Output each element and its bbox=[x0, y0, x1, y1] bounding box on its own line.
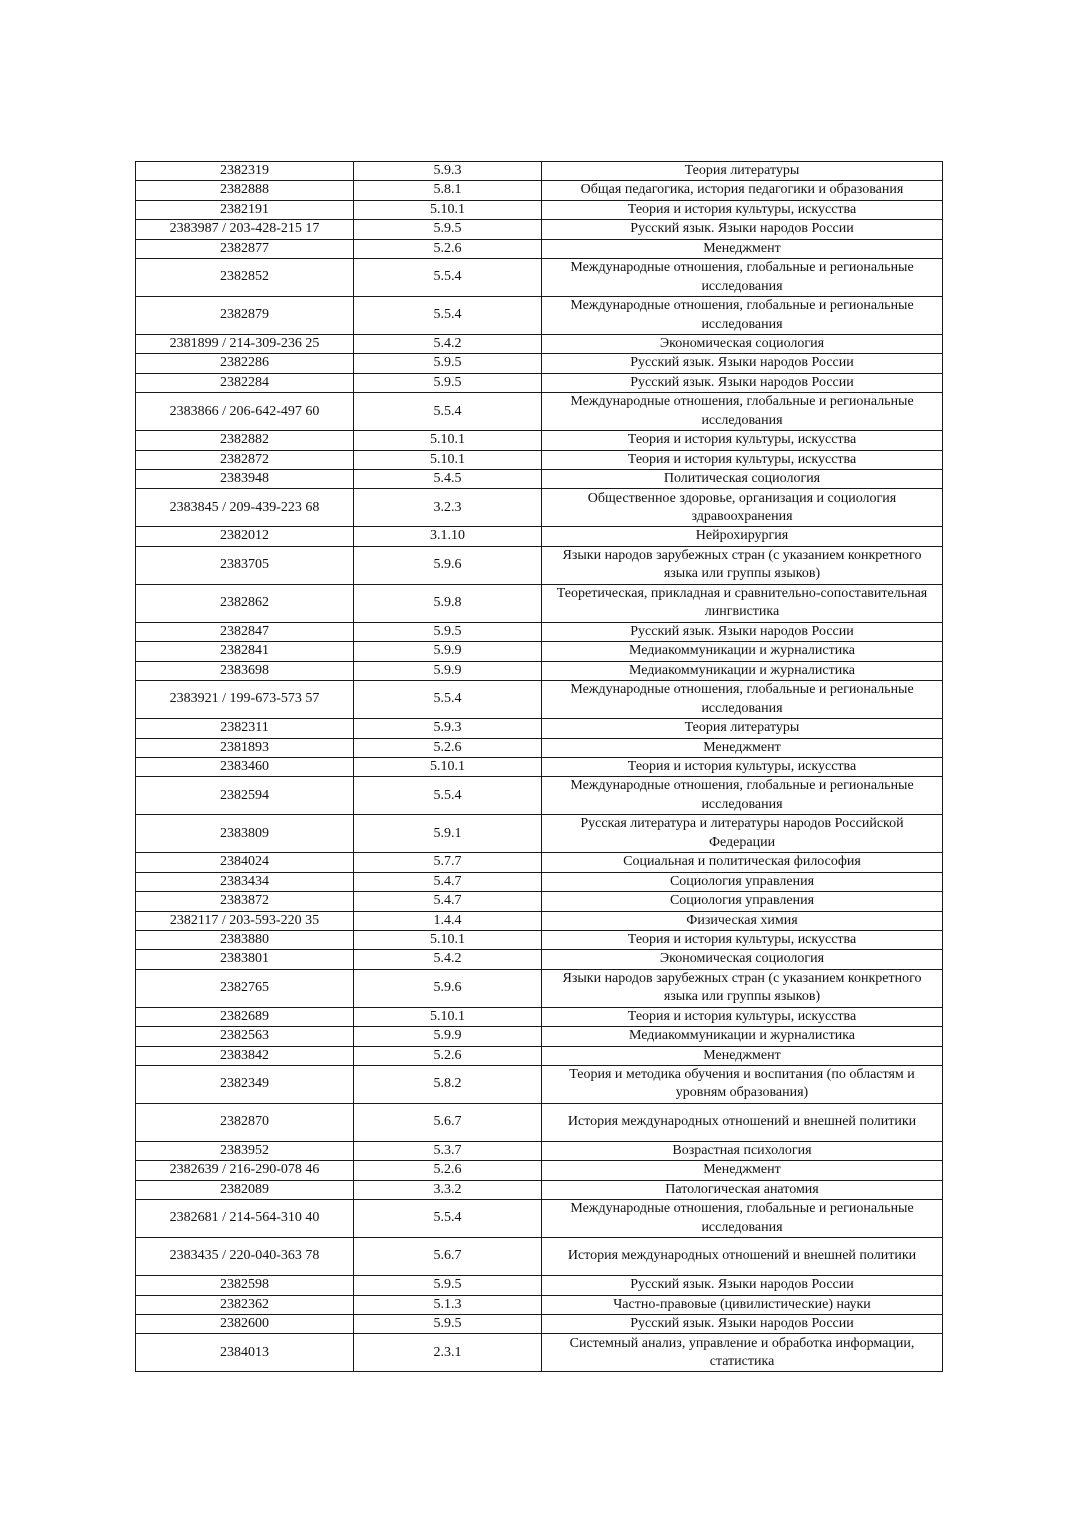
cell-code: 5.10.1 bbox=[354, 200, 542, 219]
table-row bbox=[136, 1161, 943, 1180]
cell-id: 2382681 / 214-564-310 40 bbox=[136, 1200, 354, 1238]
cell-code: 5.10.1 bbox=[354, 450, 542, 469]
table-row bbox=[136, 335, 943, 354]
table-row bbox=[136, 546, 943, 584]
table-row bbox=[136, 527, 943, 546]
cell-id: 2382862 bbox=[136, 584, 354, 622]
cell-specialty: Международные отношения, глобальные и региональные исследования bbox=[542, 681, 943, 719]
table-row bbox=[136, 815, 943, 853]
cell-specialty: История международных отношений и внешней политики bbox=[542, 1238, 943, 1276]
table-row bbox=[136, 757, 943, 776]
cell-id: 2382888 bbox=[136, 181, 354, 200]
cell-code: 5.10.1 bbox=[354, 930, 542, 949]
cell-code: 5.9.5 bbox=[354, 373, 542, 392]
table-row bbox=[136, 450, 943, 469]
cell-specialty: Частно-правовые (цивилистические) науки bbox=[542, 1295, 943, 1314]
cell-specialty: Медиакоммуникации и журналистика bbox=[542, 661, 943, 680]
cell-specialty: Общая педагогика, история педагогики и образования bbox=[542, 181, 943, 200]
table-row bbox=[136, 470, 943, 489]
cell-specialty: Возрастная психология bbox=[542, 1141, 943, 1160]
cell-code: 2.3.1 bbox=[354, 1334, 542, 1372]
cell-id: 2383842 bbox=[136, 1046, 354, 1065]
cell-specialty: Общественное здоровье, организация и социология здравоохранения bbox=[542, 489, 943, 527]
cell-specialty: Социология управления bbox=[542, 892, 943, 911]
cell-id: 2382286 bbox=[136, 354, 354, 373]
cell-code: 5.1.3 bbox=[354, 1295, 542, 1314]
cell-code: 5.9.5 bbox=[354, 1276, 542, 1295]
cell-code: 5.5.4 bbox=[354, 1200, 542, 1238]
cell-code: 5.9.9 bbox=[354, 642, 542, 661]
cell-code: 5.6.7 bbox=[354, 1103, 542, 1141]
cell-id: 2382847 bbox=[136, 622, 354, 641]
table-row bbox=[136, 431, 943, 450]
cell-code: 1.4.4 bbox=[354, 911, 542, 930]
cell-id: 2382852 bbox=[136, 259, 354, 297]
cell-specialty: Теория и история культуры, искусства bbox=[542, 200, 943, 219]
table-row bbox=[136, 297, 943, 335]
cell-specialty: Теория и история культуры, искусства bbox=[542, 1007, 943, 1026]
cell-id: 2383987 / 203-428-215 17 bbox=[136, 220, 354, 239]
table-row bbox=[136, 239, 943, 258]
table-row bbox=[136, 373, 943, 392]
cell-specialty: Физическая химия bbox=[542, 911, 943, 930]
cell-specialty: Теория и методика обучения и воспитания (по областям и уровням образования) bbox=[542, 1065, 943, 1103]
cell-specialty: Менеджмент bbox=[542, 239, 943, 258]
cell-specialty: Теория литературы bbox=[542, 162, 943, 181]
applicants-table bbox=[135, 161, 943, 1372]
cell-code: 3.1.10 bbox=[354, 527, 542, 546]
cell-code: 5.4.7 bbox=[354, 872, 542, 891]
table-row bbox=[136, 584, 943, 622]
cell-code: 3.2.3 bbox=[354, 489, 542, 527]
cell-id: 2383921 / 199-673-573 57 bbox=[136, 681, 354, 719]
table-row bbox=[136, 1046, 943, 1065]
cell-id: 2382349 bbox=[136, 1065, 354, 1103]
cell-id: 2381893 bbox=[136, 738, 354, 757]
cell-code: 5.9.5 bbox=[354, 1315, 542, 1334]
cell-code: 5.6.7 bbox=[354, 1238, 542, 1276]
cell-id: 2382362 bbox=[136, 1295, 354, 1314]
cell-code: 5.9.9 bbox=[354, 1027, 542, 1046]
cell-code: 5.2.6 bbox=[354, 738, 542, 757]
cell-code: 5.9.6 bbox=[354, 969, 542, 1007]
table-row bbox=[136, 1027, 943, 1046]
cell-specialty: Социальная и политическая философия bbox=[542, 853, 943, 872]
table-row bbox=[136, 622, 943, 641]
table-row bbox=[136, 1065, 943, 1103]
cell-id: 2382689 bbox=[136, 1007, 354, 1026]
cell-specialty: Менеджмент bbox=[542, 738, 943, 757]
cell-specialty: Социология управления bbox=[542, 872, 943, 891]
cell-id: 2382311 bbox=[136, 719, 354, 738]
table-row bbox=[136, 1315, 943, 1334]
table-row bbox=[136, 777, 943, 815]
cell-specialty: Менеджмент bbox=[542, 1046, 943, 1065]
cell-id: 2382191 bbox=[136, 200, 354, 219]
cell-specialty: Международные отношения, глобальные и региональные исследования bbox=[542, 259, 943, 297]
table-row bbox=[136, 642, 943, 661]
table-row bbox=[136, 1180, 943, 1199]
cell-specialty: Русская литература и литературы народов Российской Федерации bbox=[542, 815, 943, 853]
cell-specialty: Системный анализ, управление и обработка информации, статистика bbox=[542, 1334, 943, 1372]
cell-code: 5.9.5 bbox=[354, 354, 542, 373]
cell-id: 2383866 / 206-642-497 60 bbox=[136, 393, 354, 431]
table-row bbox=[136, 259, 943, 297]
cell-id: 2382117 / 203-593-220 35 bbox=[136, 911, 354, 930]
cell-id: 2382882 bbox=[136, 431, 354, 450]
cell-code: 5.2.6 bbox=[354, 1046, 542, 1065]
cell-id: 2383801 bbox=[136, 950, 354, 969]
cell-id: 2381899 / 214-309-236 25 bbox=[136, 335, 354, 354]
cell-id: 2382563 bbox=[136, 1027, 354, 1046]
cell-id: 2382841 bbox=[136, 642, 354, 661]
table-row bbox=[136, 1007, 943, 1026]
cell-specialty: Языки народов зарубежных стран (с указанием конкретного языка или группы языков) bbox=[542, 546, 943, 584]
table-row bbox=[136, 911, 943, 930]
table-row bbox=[136, 1334, 943, 1372]
cell-id: 2383872 bbox=[136, 892, 354, 911]
cell-specialty: Международные отношения, глобальные и региональные исследования bbox=[542, 393, 943, 431]
cell-specialty: Русский язык. Языки народов России bbox=[542, 354, 943, 373]
cell-specialty: Русский язык. Языки народов России bbox=[542, 220, 943, 239]
cell-specialty: Международные отношения, глобальные и региональные исследования bbox=[542, 777, 943, 815]
cell-id: 2382594 bbox=[136, 777, 354, 815]
cell-code: 5.5.4 bbox=[354, 393, 542, 431]
table-row bbox=[136, 1238, 943, 1276]
cell-specialty: Теория и история культуры, искусства bbox=[542, 930, 943, 949]
cell-specialty: Теория и история культуры, искусства bbox=[542, 431, 943, 450]
cell-id: 2383460 bbox=[136, 757, 354, 776]
cell-id: 2383434 bbox=[136, 872, 354, 891]
table-row bbox=[136, 681, 943, 719]
cell-id: 2383705 bbox=[136, 546, 354, 584]
cell-specialty: Русский язык. Языки народов России bbox=[542, 1276, 943, 1295]
cell-specialty: Экономическая социология bbox=[542, 335, 943, 354]
cell-id: 2382089 bbox=[136, 1180, 354, 1199]
cell-code: 5.9.3 bbox=[354, 719, 542, 738]
cell-specialty: Международные отношения, глобальные и региональные исследования bbox=[542, 1200, 943, 1238]
cell-id: 2383948 bbox=[136, 470, 354, 489]
table-row bbox=[136, 1200, 943, 1238]
cell-id: 2382877 bbox=[136, 239, 354, 258]
cell-code: 5.4.7 bbox=[354, 892, 542, 911]
table-row bbox=[136, 719, 943, 738]
table-row bbox=[136, 200, 943, 219]
cell-specialty: Медиакоммуникации и журналистика bbox=[542, 1027, 943, 1046]
cell-specialty: Русский язык. Языки народов России bbox=[542, 373, 943, 392]
cell-specialty: Теория литературы bbox=[542, 719, 943, 738]
cell-code: 5.9.3 bbox=[354, 162, 542, 181]
cell-code: 5.9.6 bbox=[354, 546, 542, 584]
cell-specialty: Русский язык. Языки народов России bbox=[542, 1315, 943, 1334]
cell-code: 5.5.4 bbox=[354, 681, 542, 719]
cell-specialty: Теория и история культуры, искусства bbox=[542, 450, 943, 469]
table-row bbox=[136, 1295, 943, 1314]
cell-id: 2383880 bbox=[136, 930, 354, 949]
cell-specialty: Языки народов зарубежных стран (с указанием конкретного языка или группы языков) bbox=[542, 969, 943, 1007]
table-row bbox=[136, 354, 943, 373]
cell-code: 5.2.6 bbox=[354, 1161, 542, 1180]
cell-code: 3.3.2 bbox=[354, 1180, 542, 1199]
cell-specialty: Менеджмент bbox=[542, 1161, 943, 1180]
cell-specialty: История международных отношений и внешней политики bbox=[542, 1103, 943, 1141]
cell-specialty: Нейрохирургия bbox=[542, 527, 943, 546]
cell-id: 2382879 bbox=[136, 297, 354, 335]
table-row bbox=[136, 853, 943, 872]
cell-specialty: Медиакоммуникации и журналистика bbox=[542, 642, 943, 661]
table-row bbox=[136, 1103, 943, 1141]
table-row bbox=[136, 1276, 943, 1295]
cell-specialty: Русский язык. Языки народов России bbox=[542, 622, 943, 641]
cell-code: 5.5.4 bbox=[354, 297, 542, 335]
table-row bbox=[136, 1141, 943, 1160]
cell-code: 5.7.7 bbox=[354, 853, 542, 872]
table-row bbox=[136, 930, 943, 949]
cell-code: 5.10.1 bbox=[354, 431, 542, 450]
table-row bbox=[136, 969, 943, 1007]
cell-id: 2383435 / 220-040-363 78 bbox=[136, 1238, 354, 1276]
table-body bbox=[136, 162, 943, 1372]
cell-specialty: Патологическая анатомия bbox=[542, 1180, 943, 1199]
cell-id: 2383809 bbox=[136, 815, 354, 853]
cell-id: 2382765 bbox=[136, 969, 354, 1007]
cell-code: 5.9.1 bbox=[354, 815, 542, 853]
table-row bbox=[136, 489, 943, 527]
cell-code: 5.4.2 bbox=[354, 950, 542, 969]
cell-id: 2383952 bbox=[136, 1141, 354, 1160]
cell-id: 2382598 bbox=[136, 1276, 354, 1295]
cell-id: 2384024 bbox=[136, 853, 354, 872]
cell-specialty: Экономическая социология bbox=[542, 950, 943, 969]
cell-id: 2382639 / 216-290-078 46 bbox=[136, 1161, 354, 1180]
cell-id: 2383845 / 209-439-223 68 bbox=[136, 489, 354, 527]
table-row bbox=[136, 950, 943, 969]
cell-id: 2382872 bbox=[136, 450, 354, 469]
cell-id: 2383698 bbox=[136, 661, 354, 680]
cell-code: 5.9.9 bbox=[354, 661, 542, 680]
cell-specialty: Теоретическая, прикладная и сравнительно-сопоставительная лингвистика bbox=[542, 584, 943, 622]
cell-code: 5.8.2 bbox=[354, 1065, 542, 1103]
cell-code: 5.8.1 bbox=[354, 181, 542, 200]
cell-id: 2382870 bbox=[136, 1103, 354, 1141]
cell-code: 5.10.1 bbox=[354, 757, 542, 776]
cell-code: 5.10.1 bbox=[354, 1007, 542, 1026]
cell-code: 5.9.5 bbox=[354, 622, 542, 641]
cell-id: 2382319 bbox=[136, 162, 354, 181]
table-row bbox=[136, 738, 943, 757]
cell-specialty: Международные отношения, глобальные и региональные исследования bbox=[542, 297, 943, 335]
cell-id: 2382012 bbox=[136, 527, 354, 546]
table-row bbox=[136, 220, 943, 239]
table-row bbox=[136, 892, 943, 911]
cell-id: 2384013 bbox=[136, 1334, 354, 1372]
table-row bbox=[136, 393, 943, 431]
cell-code: 5.4.2 bbox=[354, 335, 542, 354]
cell-code: 5.5.4 bbox=[354, 777, 542, 815]
cell-code: 5.3.7 bbox=[354, 1141, 542, 1160]
cell-specialty: Политическая социология bbox=[542, 470, 943, 489]
cell-code: 5.9.5 bbox=[354, 220, 542, 239]
cell-id: 2382600 bbox=[136, 1315, 354, 1334]
table-row bbox=[136, 661, 943, 680]
cell-code: 5.5.4 bbox=[354, 259, 542, 297]
table-row bbox=[136, 162, 943, 181]
cell-code: 5.4.5 bbox=[354, 470, 542, 489]
table-row bbox=[136, 872, 943, 891]
cell-id: 2382284 bbox=[136, 373, 354, 392]
table-row bbox=[136, 181, 943, 200]
cell-specialty: Теория и история культуры, искусства bbox=[542, 757, 943, 776]
cell-code: 5.2.6 bbox=[354, 239, 542, 258]
cell-code: 5.9.8 bbox=[354, 584, 542, 622]
